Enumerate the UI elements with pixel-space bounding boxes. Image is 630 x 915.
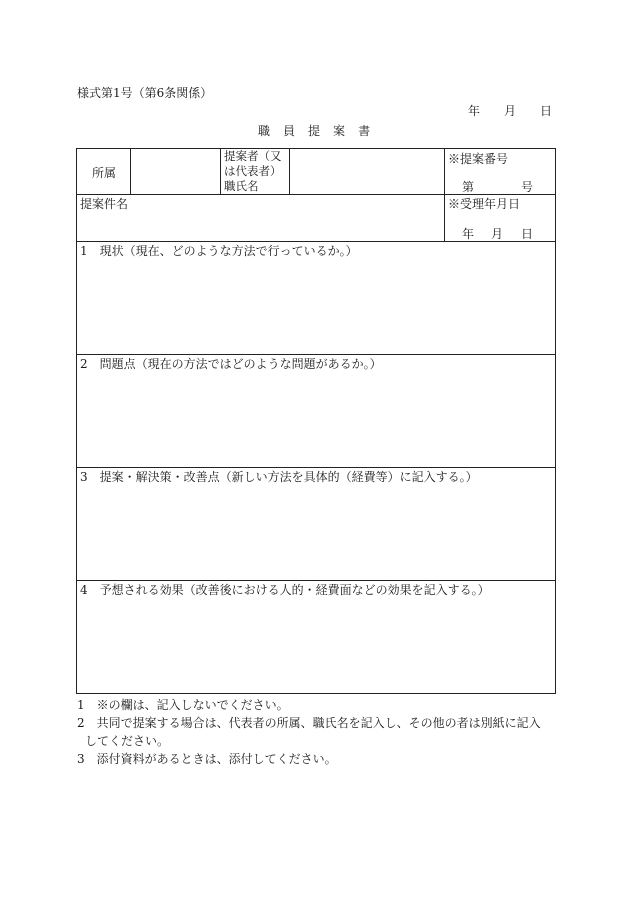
proposal-subject-label: 提案件名 (80, 197, 129, 211)
received-day-label: 日 (521, 227, 534, 241)
proposal-number-gou: 号 (521, 180, 534, 194)
note-3: 3 添付資料があるときは、添付してください。 (77, 752, 337, 766)
date-day-label: 日 (540, 104, 553, 118)
form-number: 様式第1号（第6条関係） (77, 86, 213, 100)
proposer-label-line-2: は代表者） (224, 164, 282, 178)
received-date-label: ※受理年月日 (448, 197, 521, 211)
received-year-label: 年 (462, 227, 475, 241)
affiliation-label: 所属 (92, 166, 117, 180)
section-2-heading: 2 問題点（現在の方法ではどのような問題があるか。） (80, 357, 382, 371)
document-title (258, 124, 370, 138)
title-char: 職 (258, 124, 271, 138)
proposer-label-line-3: 職氏名 (224, 179, 259, 193)
proposal-number-dai: 第 (462, 180, 475, 194)
date-month-label: 月 (504, 104, 517, 118)
note-1: 1 ※の欄は、記入しないでください。 (77, 698, 289, 712)
proposal-number-label: ※提案番号 (448, 152, 509, 166)
title-char: 書 (358, 124, 371, 138)
section-3-heading: 3 提案・解決策・改善点（新しい方法を具体的（経費等）に記入する。） (80, 470, 478, 484)
section-4-heading: 4 予想される効果（改善後における人的・経費面などの効果を記入する。） (80, 583, 490, 597)
date-year-label: 年 (468, 104, 481, 118)
note-2: 2 共同で提案する場合は、代表者の所属、職氏名を記入し、その他の者は別紙に記入 (77, 716, 541, 730)
title-char: 提 (308, 124, 321, 138)
title-char: 案 (333, 124, 346, 138)
proposer-label-line-1: 提案者（又 (224, 149, 282, 163)
received-month-label: 月 (491, 227, 504, 241)
section-1-heading: 1 現状（現在、どのような方法で行っているか。） (80, 244, 358, 258)
note-2-continued: してください。 (85, 734, 170, 748)
title-char: 員 (283, 124, 296, 138)
